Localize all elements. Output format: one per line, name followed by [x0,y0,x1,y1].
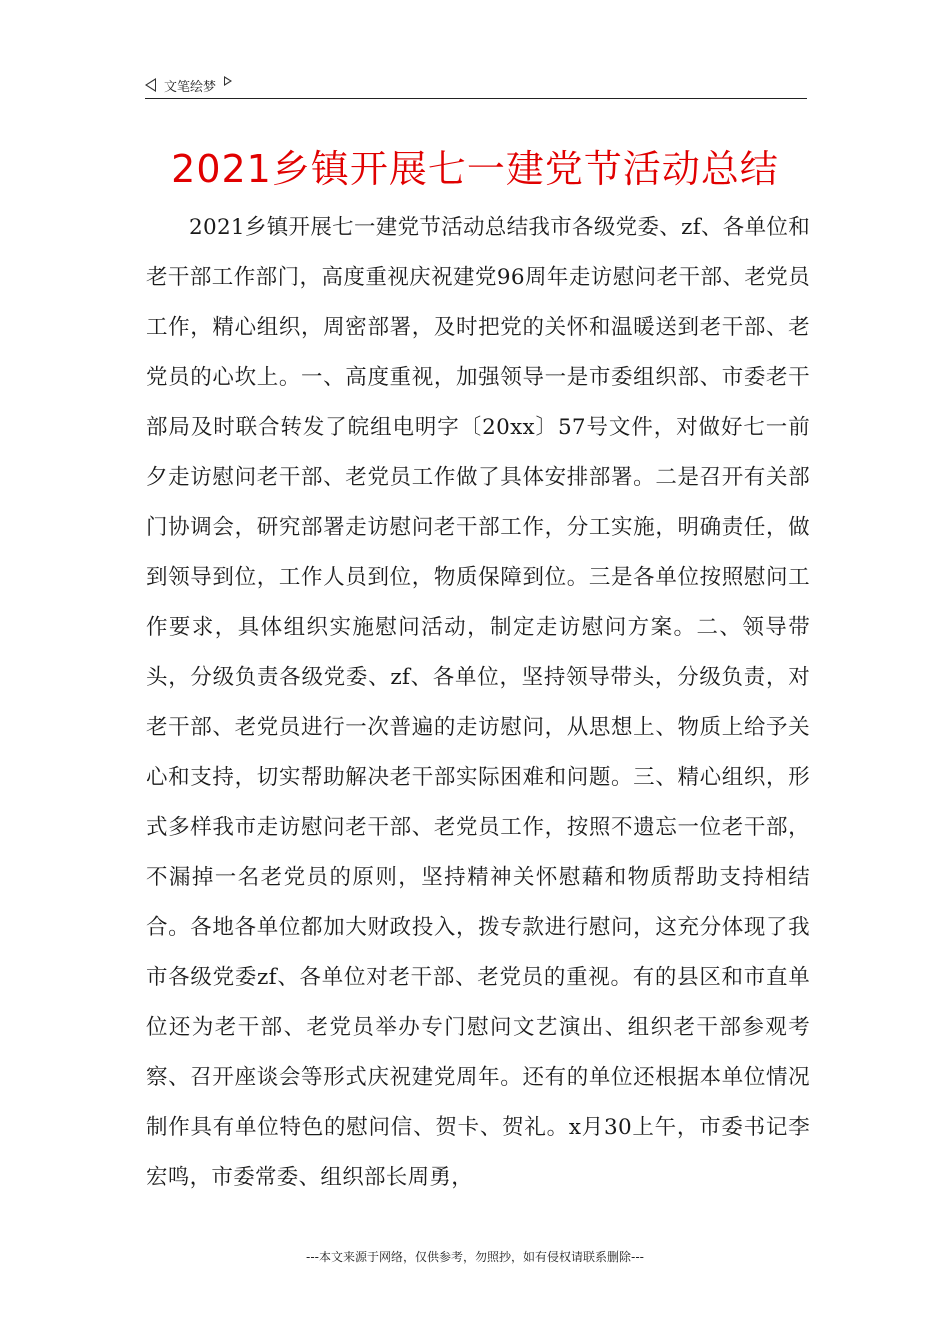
document-body: 2021乡镇开展七一建党节活动总结我市各级党委、zf、各单位和老干部工作部门，高度重视庆祝建党96周年走访慰问老干部、老党员工作，精心组织，周密部署，及时把党的关怀和温暖送到老干部、老党员的心坎上。一、高度重视，加强领导一是市委组织部、市委老干部局及时联合转发了皖组电明字〔20xx〕57号文件，对做好七一前夕走访慰问老干部、老党员工作做了具体安排部署。二是召开有关部门协调会，研究部署走访慰问老干部工作，分工实施，明确责任，做到领导到位，工作人员到位，物质保障到位。三是各单位按照慰问工作要求，具体组织实施慰问活动，制定走访慰问方案。二、领导带头，分级负责各级党委、zf、各单位，坚持领导带头，分级负责，对老干部、老党员进行一次普遍的走访慰问，从思想上、物质上给予关心和支持，切实帮助解决老干部实际困难和问题。三、精心组织，形式多样我市走访慰问老干部、老党员工作，按照不遗忘一位老干部，不漏掉一名老党员的原则，坚持精神关怀慰藉和物质帮助支持相结合。各地各单位都加大财政投入，拨专款进行慰问，这充分体现了我市各级党委zf、各单位对老干部、老党员的重视。有的县区和市直单位还为老干部、老党员举办专门慰问文艺演出、组织老干部参观考察、召开座谈会等形式庆祝建党周年。还有的单位还根据本单位情况制作具有单位特色的慰问信、贺卡、贺礼。x月30上午，市委书记李宏鸣，市委常委、组织部长周勇， [146,215,810,1190]
triangle-left-icon [145,78,156,92]
triangle-right-icon [224,76,232,86]
page-header [145,72,807,99]
document-title: 2021乡镇开展七一建党节活动总结 [171,147,779,191]
footer-note: ---本文来源于网络，仅供参考，勿照抄，如有侵权请联系删除--- [306,1250,644,1264]
header-brand: 文笔绘梦 [164,79,217,95]
